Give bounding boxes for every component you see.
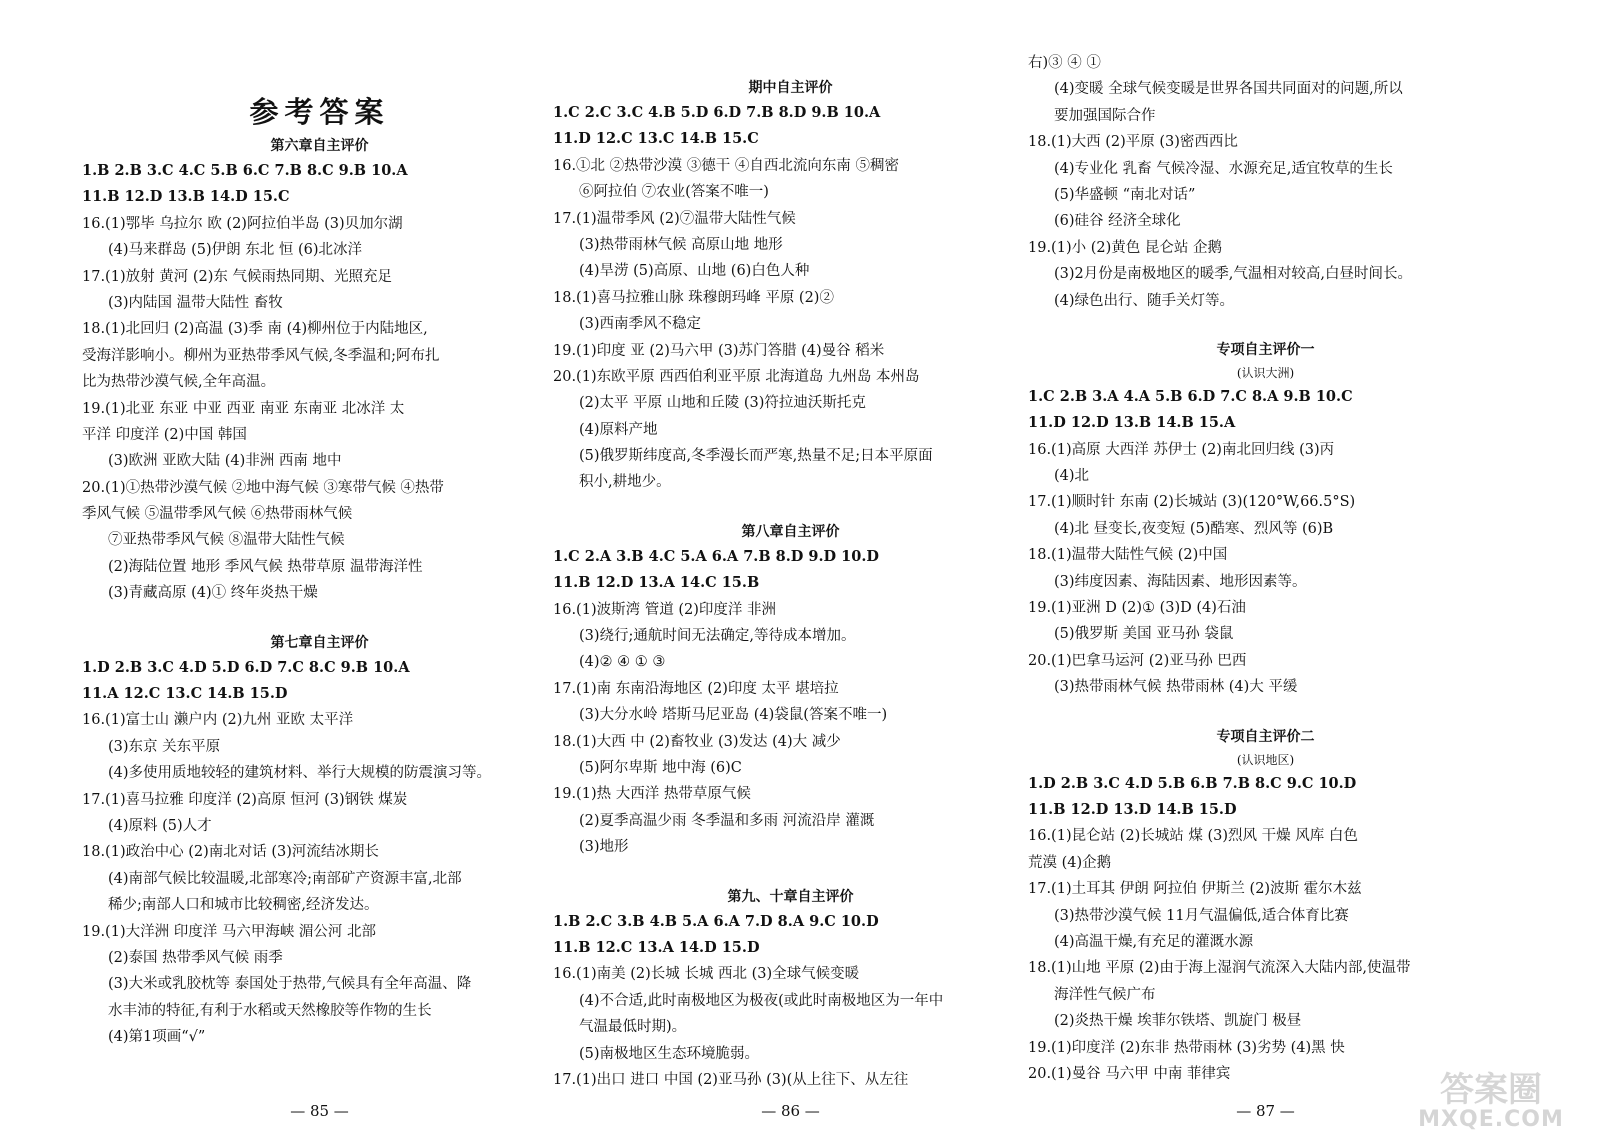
answer-section xyxy=(1028,725,1503,1088)
answer-line: 18.(1)大西 中 (2)畜牧业 (3)发达 (4)大 减少 xyxy=(553,733,841,750)
answer-line: 11.B 12.D 13.A 14.C 15.B xyxy=(553,574,760,592)
page-85-body xyxy=(82,90,557,1051)
answer-line: 18.(1)喜马拉雅山脉 珠穆朗玛峰 平原 (2)② xyxy=(553,289,834,306)
page-number-87: — 87 — xyxy=(1236,1102,1295,1120)
answer-line: 19.(1)印度 亚 (2)马六甲 (3)苏门答腊 (4)曼谷 稻米 xyxy=(553,342,885,359)
answer-line: 受海洋影响小。柳州为亚热带季风气候,冬季温和;阿布扎 xyxy=(82,347,440,364)
answer-line: 20.(1)巴拿马运河 (2)亚马孙 巴西 xyxy=(1028,652,1247,669)
answer-line: 18.(1)北回归 (2)高温 (3)季 南 (4)柳州位于内陆地区, xyxy=(82,321,428,338)
answer-line: (4)北 昼变长,夜变短 (5)酷寒、烈风等 (6)B xyxy=(1054,520,1334,537)
page-87-column xyxy=(1028,0,1503,1142)
answer-line: (4)绿色出行、随手关灯等。 xyxy=(1054,292,1235,309)
answer-line: 11.B 12.D 13.D 14.B 15.D xyxy=(1028,800,1237,818)
answer-line: 17.(1)喜马拉雅 印度洋 (2)高原 恒河 (3)钢铁 煤炭 xyxy=(82,791,408,808)
answer-section xyxy=(553,520,1028,861)
answer-line: (5)华盛顿 “南北对话” xyxy=(1054,186,1196,203)
answer-line: 18.(1)温带大陆性气候 (2)中国 xyxy=(1028,547,1228,564)
answer-line: (5)俄罗斯 美国 亚马孙 袋鼠 xyxy=(1054,626,1234,643)
answer-line: 18.(1)政治中心 (2)南北对话 (3)河流结冰期长 xyxy=(82,844,379,861)
answer-line: (4)马来群岛 (5)伊朗 东北 恒 (6)北冰洋 xyxy=(108,242,363,259)
section-subtitle: (认识地区) xyxy=(1236,752,1295,767)
answer-line: (4)第1项画“√” xyxy=(108,1029,206,1046)
page-87-body xyxy=(1028,50,1503,1087)
answer-line: (4)南部气候比较温暖,北部寒冷;南部矿产资源丰富,北部 xyxy=(108,870,462,887)
answer-line: 17.(1)土耳其 伊朗 阿拉伯 伊斯兰 (2)波斯 霍尔木兹 xyxy=(1028,881,1362,898)
answer-line: 1.C 2.A 3.B 4.C 5.A 6.A 7.B 8.D 9.D 10.D xyxy=(553,547,879,565)
section-title: 专项自主评价一 xyxy=(1216,341,1315,358)
answer-line: (3)地形 xyxy=(579,839,629,856)
answer-line: 比为热带沙漠气候,全年高温。 xyxy=(82,374,276,391)
answer-line: 11.D 12.C 13.C 14.B 15.C xyxy=(553,130,759,148)
watermark-logo xyxy=(1396,1072,1586,1134)
answer-line: (5)南极地区生态环境脆弱。 xyxy=(579,1045,760,1062)
answer-line: 气温最低时期)。 xyxy=(579,1019,687,1036)
answer-section xyxy=(553,76,1028,496)
answer-section xyxy=(1028,338,1503,701)
answer-line: (3)2月份是南极地区的暖季,气温相对较高,白昼时间长。 xyxy=(1054,266,1412,283)
answer-line: 19.(1)亚洲 D (2)① (3)D (4)石油 xyxy=(1028,600,1246,617)
answer-line: (4)原料 (5)人才 xyxy=(108,817,212,834)
section-title: 第九、十章自主评价 xyxy=(727,888,854,905)
answer-line: (2)泰国 热带季风气候 雨季 xyxy=(108,949,283,966)
answer-line: 18.(1)大西 (2)平原 (3)密西西比 xyxy=(1028,134,1238,151)
answer-line: 16.(1)鄂毕 乌拉尔 欧 (2)阿拉伯半岛 (3)贝加尔湖 xyxy=(82,215,403,232)
answer-line: (3)热带沙漠气候 11月气温偏低,适合体育比赛 xyxy=(1054,907,1349,924)
answer-line: 季风气候 ⑤温带季风气候 ⑥热带雨林气候 xyxy=(82,506,353,523)
answer-line: 16.(1)富士山 濑户内 (2)九州 亚欧 太平洋 xyxy=(82,712,354,729)
answer-line: 17.(1)南 东南沿海地区 (2)印度 太平 堪培拉 xyxy=(553,680,839,697)
page-title: 参考答案 xyxy=(249,95,390,129)
answer-line: 1.C 2.B 3.A 4.A 5.B 6.D 7.C 8.A 9.B 10.C xyxy=(1028,387,1353,405)
answer-line: (2)海陆位置 地形 季风气候 热带草原 温带海洋性 xyxy=(108,558,423,575)
answer-line: 20.(1)曼谷 马六甲 中南 菲律宾 xyxy=(1028,1065,1231,1082)
answer-line: (3)热带雨林气候 热带雨林 (4)大 平缓 xyxy=(1054,679,1298,696)
section-title: 专项自主评价二 xyxy=(1216,728,1315,745)
answer-line: (4)变暖 全球气候变暖是世界各国共同面对的问题,所以 xyxy=(1054,81,1403,98)
answer-line: 19.(1)小 (2)黄色 昆仑站 企鹅 xyxy=(1028,239,1222,256)
answer-line: 17.(1)出口 进口 中国 (2)亚马孙 (3)(从上往下、从左往 xyxy=(553,1071,909,1088)
answer-section xyxy=(553,885,1028,1094)
section-title: 第七章自主评价 xyxy=(270,634,369,651)
answer-line: (3)纬度因素、海陆因素、地形因素等。 xyxy=(1054,573,1307,590)
answer-line: (3)东京 关东平原 xyxy=(108,738,221,755)
answer-line: 16.(1)昆仑站 (2)长城站 煤 (3)烈风 干燥 风库 白色 xyxy=(1028,828,1358,845)
answer-line: 19.(1)热 大西洋 热带草原气候 xyxy=(553,786,751,803)
answer-line: 1.B 2.C 3.B 4.B 5.A 6.A 7.D 8.A 9.C 10.D xyxy=(553,912,879,930)
answer-line: (3)绕行;通航时间无法确定,等待成本增加。 xyxy=(579,628,856,645)
answer-line: 右)③ ④ ① xyxy=(1028,55,1101,71)
page-number-86: — 86 — xyxy=(761,1102,820,1120)
answer-line: (3)大分水岭 塔斯马尼亚岛 (4)袋鼠(答案不唯一) xyxy=(579,707,888,724)
answer-line: (4)专业化 乳畜 气候冷湿、水源充足,适宜牧草的生长 xyxy=(1054,160,1393,177)
answer-line: 海洋性气候广布 xyxy=(1054,986,1156,1003)
answer-line: (2)夏季高温少雨 冬季温和多雨 河流沿岸 灌溉 xyxy=(579,812,875,829)
answer-line: 19.(1)北亚 东亚 中亚 西亚 南亚 东南亚 北冰洋 太 xyxy=(82,400,405,417)
answer-line: (4)北 xyxy=(1054,468,1090,485)
answer-line: 11.B 12.D 13.B 14.D 15.C xyxy=(82,188,290,206)
answer-line: 17.(1)温带季风 (2)⑦温带大陆性气候 xyxy=(553,210,796,227)
watermark-text-top: 答案圈 xyxy=(1440,1070,1542,1110)
answer-line: 1.B 2.B 3.C 4.C 5.B 6.C 7.B 8.C 9.B 10.A xyxy=(82,162,408,179)
answer-line: 16.(1)波斯湾 管道 (2)印度洋 非洲 xyxy=(553,601,776,618)
answer-line: (3)内陆国 温带大陆性 畜牧 xyxy=(108,294,283,311)
answer-line: 11.A 12.C 13.C 14.B 15.D xyxy=(82,685,288,703)
answer-line: 16.(1)高原 大西洋 苏伊士 (2)南北回归线 (3)丙 xyxy=(1028,441,1335,458)
answer-line: 18.(1)山地 平原 (2)由于海上湿润气流深入大陆内部,使温带 xyxy=(1028,960,1411,977)
answer-line: ⑥阿拉伯 ⑦农业(答案不唯一) xyxy=(579,184,769,201)
section-title: 第八章自主评价 xyxy=(741,523,840,540)
answer-line: 平洋 印度洋 (2)中国 韩国 xyxy=(82,426,247,443)
answer-line: (5)俄罗斯纬度高,冬季漫长而严寒,热量不足;日本平原面 xyxy=(579,448,933,465)
answer-line: 水丰沛的特征,有利于水稻或天然橡胶等作物的生长 xyxy=(108,1002,432,1019)
answer-section xyxy=(1028,50,1503,314)
answer-line: (4)多使用质地较轻的建筑材料、举行大规模的防震演习等。 xyxy=(108,765,492,782)
answer-line: (2)炎热干燥 埃菲尔铁塔、凯旋门 极昼 xyxy=(1054,1013,1302,1030)
answer-line: 积小,耕地少。 xyxy=(579,474,671,491)
answer-line: (4)② ④ ① ③ xyxy=(579,654,666,671)
answer-line: 11.B 12.C 13.A 14.D 15.D xyxy=(553,938,760,956)
answer-line: (4)高温干燥,有充足的灌溉水源 xyxy=(1054,933,1254,950)
answer-line: ⑦亚热带季风气候 ⑧温带大陆性气候 xyxy=(108,532,345,549)
answer-line: (3)欧洲 亚欧大陆 (4)非洲 西南 地中 xyxy=(108,453,342,470)
answer-line: (6)硅谷 经济全球化 xyxy=(1054,213,1181,230)
answer-line: (3)青藏高原 (4)① 终年炎热干燥 xyxy=(108,585,318,602)
answer-line: 19.(1)大洋洲 印度洋 马六甲海峡 湄公河 北部 xyxy=(82,923,377,940)
answer-line: 稀少;南部人口和城市比较稠密,经济发达。 xyxy=(108,897,379,914)
answer-line: 11.D 12.D 13.B 14.B 15.A xyxy=(1028,414,1236,432)
answer-line: 20.(1)①热带沙漠气候 ②地中海气候 ③寒带气候 ④热带 xyxy=(82,479,444,496)
answer-line: (4)旱涝 (5)高原、山地 (6)白色人种 xyxy=(579,263,810,280)
answer-line: 17.(1)放射 黄河 (2)东 气候雨热同期、光照充足 xyxy=(82,268,392,285)
answer-section xyxy=(82,134,557,607)
answer-line: 要加强国际合作 xyxy=(1054,107,1156,124)
answer-line: (4)原料产地 xyxy=(579,421,658,438)
answer-line: (3)大米或乳胶枕等 泰国处于热带,气候具有全年高温、降 xyxy=(108,976,472,993)
section-subtitle: (认识大洲) xyxy=(1236,365,1295,380)
answer-line: (3)西南季风不稳定 xyxy=(579,316,702,333)
page-86-body xyxy=(553,76,1028,1093)
answer-line: 1.C 2.C 3.C 4.B 5.D 6.D 7.B 8.D 9.B 10.A xyxy=(553,104,881,121)
section-title: 期中自主评价 xyxy=(748,80,833,96)
answer-line: (5)阿尔卑斯 地中海 (6)C xyxy=(579,759,742,776)
page-85-column xyxy=(82,0,557,1142)
page-86-column xyxy=(553,0,1028,1142)
answer-line: (4)不合适,此时南极地区为极夜(或此时南极地区为一年中 xyxy=(579,992,944,1009)
answer-section xyxy=(82,631,557,1051)
watermark-text-bottom: MXQE.COM xyxy=(1418,1107,1564,1132)
answer-line: 17.(1)顺时针 东南 (2)长城站 (3)(120°W,66.5°S) xyxy=(1028,494,1356,511)
answer-line: 16.①北 ②热带沙漠 ③德干 ④自西北流向东南 ⑤稠密 xyxy=(553,157,899,174)
answer-line: 荒漠 (4)企鹅 xyxy=(1028,854,1112,871)
answer-line: (3)热带雨林气候 高原山地 地形 xyxy=(579,236,783,253)
answer-line: 19.(1)印度洋 (2)东非 热带雨林 (3)劣势 (4)黑 快 xyxy=(1028,1039,1345,1056)
answer-line: 1.D 2.B 3.C 4.D 5.B 6.B 7.B 8.C 9.C 10.D xyxy=(1028,774,1357,792)
section-title: 第六章自主评价 xyxy=(270,138,369,154)
page-number-85: — 85 — xyxy=(290,1102,349,1120)
answer-line: 16.(1)南美 (2)长城 长城 西北 (3)全球气候变暖 xyxy=(553,966,860,983)
answer-line: (2)太平 平原 山地和丘陵 (3)符拉迪沃斯托克 xyxy=(579,395,866,412)
answer-line: 20.(1)东欧平原 西西伯利亚平原 北海道岛 九州岛 本州岛 xyxy=(553,368,920,385)
answer-line: 1.D 2.B 3.C 4.D 5.D 6.D 7.C 8.C 9.B 10.A xyxy=(82,658,410,676)
